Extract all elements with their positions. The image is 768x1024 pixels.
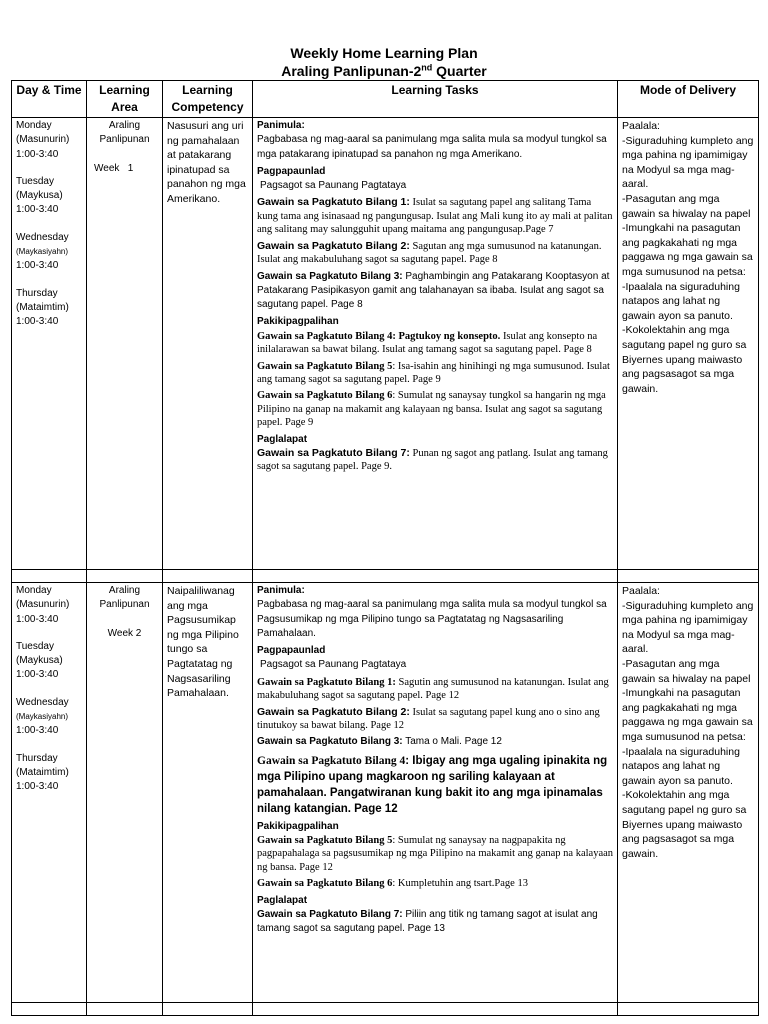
table-header-row [12,81,759,118]
empty-cell [253,570,618,583]
learning-area-cell [87,118,163,570]
task-label: Gawain sa Pagkatuto Bilang 2: [257,239,410,252]
task-text: Isulat ang konsepto na inilalarawan sa bawat bilang. Isulat ang tamang sagot sa sagutang papel. Page 8 [257,330,598,356]
task-subtitle: : Pagtukoy ng konsepto. [392,330,501,342]
time-label: 1:00-3:40 [16,613,59,625]
mode-line: -Siguraduhing kumpleto ang mga pahina ng ipamimigay na Modyul sa mga mag-aaral. [622,599,754,656]
task-label: Gawain sa Pagkatuto Bilang 3: [257,270,403,282]
mode-line: Paalala: [622,120,660,132]
section-heading-pakikipagpalihan: Pakikipagpalihan [257,316,339,328]
task-item [257,877,613,890]
table-row-week-1 [12,118,759,570]
task-text: Paghambingin ang Patakarang Kooptasyon at Patakarang Pasipikasyon gamit ang talahanayan sa ibaba. Isulat ang sagot sa sagutang papel. Page 8 [257,270,610,311]
task-label: Gawain sa Pagkatuto Bilang 7: [257,908,403,920]
learning-area-cell [87,583,163,1003]
task-text: : Sumulat ng sanaysay na nagpapakita ng pagpapahalaga sa pagsusumikap ng mga Pilipino na makamit ang ganap na kalayaan ng bansa. Page 12 [257,835,614,873]
time-label: 1:00-3:40 [16,260,59,272]
column-header-learning-area: Learning Area [87,81,163,118]
task-item [257,270,613,313]
task-text: : Sumulat ng sanaysay tungkol sa hangarin ng mga Pilipino na ganap na makamit ang kalayaan ng bansa. Isulat ang sagot sa sagutang papel. Page 9 [257,390,606,429]
pagsagot-text: Pagsagot sa Paunang Pagtataya [260,180,407,192]
day-name: (Masunurin) [16,134,70,146]
task-item [257,240,613,267]
subtitle-main: Araling Panlipunan-2 [281,63,422,79]
day-name: (Mataimtim) [16,766,69,778]
task-item [257,447,613,474]
task-text: Sagutan ang mga sumusunod na katanungan. Isulat ang makabuluhang sagot sa sagutang papel. Page 8 [257,240,602,266]
table-spacer-row [12,570,759,583]
table-spacer-row [12,1003,759,1016]
section-heading-pagpapaunlad: Pagpapaunlad [257,165,326,177]
day-label: Monday [16,585,52,596]
time-label: 1:00-3:40 [16,316,59,328]
panimula-text: Pagbabasa ng mag-aaral sa panimulang mga salita mula sa modyul tungkol sa Pagsusumikap ng mga Pilipino tungo sa Pagtatatag ng Nagsasariling Pamahalaan. [257,599,607,639]
day-label: Tuesday [16,640,54,652]
time-label: 1:00-3:40 [16,148,59,160]
mode-line: -Pasagutan ang mga gawain sa hiwalay na papel [622,192,751,220]
mode-line: -Imungkahi na pasagutan ang pagkakahati ng mga paggawa ng mga gawain sa mga sumusunod na petsa: [622,222,753,278]
empty-cell [163,1003,253,1016]
task-text: : Ibigay ang mga ugaling ipinakita ng mga Pilipino upang magkaroon ng sariling kalayaan at pamahalaan. Pangatwiranan kung bakit ito ang mga ipinamalas nilang katangian. Page 12 [257,754,608,815]
pagsagot-text: Pagsagot sa Paunang Pagtataya [260,659,407,671]
task-item [257,360,613,387]
task-text: Piliin ang titik ng tamang sagot at isulat ang tamang sagot sa sagutang papel. Page 13 [257,908,598,935]
empty-cell [618,570,759,583]
task-label: Gawain sa Pagkatuto Bilang 2: [257,705,410,718]
mode-line: -Pasagutan ang mga gawain sa hiwalay na papel [622,657,751,685]
task-text: Isulat sa sagutang papel ang salitang Tama kung tama ang isinasaad ng pangungusap. Isulat ang Mali kung ito ay mali at palitan ang salitang may salungguhit upang maitama ang pangungusap.Page 7 [257,197,613,236]
empty-cell [12,570,87,583]
task-item [257,834,613,874]
learning-competency-cell [163,583,253,1003]
day-label: Wednesday [16,231,69,243]
learning-area-label: Araling Panlipunan [99,585,150,611]
column-header-mode-of-delivery: Mode of Delivery [618,81,759,118]
day-name: (Masunurin) [16,599,70,611]
task-item [257,330,613,357]
empty-cell [163,570,253,583]
section-heading-panimula: Panimula: [257,585,305,596]
task-item [257,196,613,236]
mode-line: -Ipaalala na siguraduhing natapos ang lahat ng gawain ayon sa panuto. [622,745,740,787]
task-label: Gawain sa Pagkatuto Bilang 3: [257,736,403,748]
mode-line: -Siguraduhing kumpleto ang mga pahina ng ipamimigay na Modyul sa mga mag-aaral. [622,134,754,191]
task-label: Gawain sa Pagkatuto Bilang 5 [257,360,393,372]
learning-plan-table [11,80,759,1016]
day-label: Thursday [16,287,58,299]
empty-cell [253,1003,618,1016]
task-item [257,706,613,733]
task-item [257,676,613,703]
day-time-cell [12,118,87,570]
task-text: Tama o Mali. Page 12 [402,736,502,748]
week-label: Week 1 [94,162,134,174]
task-item [257,753,613,817]
day-name: (Maykusa) [16,190,63,202]
section-heading-pakikipagpalihan: Pakikipagpalihan [257,820,339,832]
task-label: Gawain sa Pagkatuto Bilang 4 [257,754,406,767]
section-heading-pagpapaunlad: Pagpapaunlad [257,645,326,657]
empty-cell [618,1003,759,1016]
day-time-cell [12,583,87,1003]
learning-competency-cell [163,118,253,570]
page-subtitle [0,63,768,80]
task-label: Gawain sa Pagkatuto Bilang 1: [257,196,410,209]
empty-cell [87,570,163,583]
day-name: (Mataimtim) [16,301,69,313]
subtitle-superscript: nd [421,62,433,73]
day-label: Wednesday [16,696,69,708]
mode-of-delivery-cell [618,118,759,570]
task-text: Punan ng sagot ang patlang. Isulat ang tamang sagot sa sagutang papel. Page 9. [257,447,608,473]
task-label: Gawain sa Pagkatuto Bilang 1: [257,676,396,688]
subtitle-quarter: Quarter [432,63,487,79]
mode-line: -Ipaalala na siguraduhing natapos ang lahat ng gawain ayon sa panuto. [622,280,740,322]
column-header-learning-tasks: Learning Tasks [253,81,618,118]
time-label: 1:00-3:40 [16,781,59,793]
mode-line: Paalala: [622,585,660,597]
task-text: Isulat sa sagutang papel kung ano o sino ang tinutukoy sa bawat bilang. Page 12 [257,706,600,731]
competency-text: Naipaliliwanag ang mga Pagsusumikap ng mga Pilipino tungo sa Pagtatatag ng Nagsasariling Pamahalaan. [167,585,239,700]
day-label: Tuesday [16,175,54,187]
competency-text: Nasusuri ang uri ng pamahalaan at patakarang ipinatupad sa panahon ng mga Amerikano. [167,120,246,205]
task-text: Sagutin ang sumusunod na katanungan. Isulat ang makabuluhang sagot sa sagutang papel. Page 12 [257,676,609,702]
task-label: Gawain sa Pagkatuto Bilang 5 [257,835,393,846]
empty-cell [87,1003,163,1016]
table-row-week-2 [12,583,759,1003]
mode-line: -Kokolektahin ang mga sagutang papel ng guro sa Biyernes upang maiwasto ang pagsasagot sa mga gawain. [622,789,747,860]
task-text: : Isa-isahin ang hinihingi ng mga sumusunod. Isulat ang tamang sagot sa sagutang papel. Page 9 [257,360,610,385]
time-label: 1:00-3:40 [16,204,59,216]
week-label: Week 2 [107,627,142,639]
learning-area-label: Araling Panlipunan [99,120,150,146]
empty-cell [12,1003,87,1016]
mode-line: -Kokolektahin ang mga sagutang papel ng guro sa Biyernes upang maiwasto ang pagsasagot sa mga gawain. [622,324,747,395]
time-label: 1:00-3:40 [16,669,59,681]
column-header-learning-competency: Learning Competency [163,81,253,118]
column-header-day-time: Day & Time [12,81,87,118]
day-name: (Maykasiyahn) [16,712,69,722]
task-label: Gawain sa Pagkatuto Bilang 6 [257,878,393,890]
learning-tasks-cell [253,118,618,570]
day-label: Thursday [16,752,58,764]
panimula-text: Pagbabasa ng mag-aaral sa panimulang mga salita mula sa modyul tungkol sa mga patakarang ipinatupad sa panahon ng mga Amerikano. [257,134,607,160]
task-label: Gawain sa Pagkatuto Bilang 6 [257,390,393,402]
page-title: Weekly Home Learning Plan [290,45,478,61]
day-label: Monday [16,120,52,131]
section-heading-paglalapat: Paglalapat [257,433,308,445]
day-name: (Maykasiyahn) [16,247,69,257]
mode-of-delivery-cell [618,583,759,1003]
task-label: Gawain sa Pagkatuto Bilang 4 [257,330,393,342]
task-item [257,389,613,429]
task-label: Gawain sa Pagkatuto Bilang 7: [257,446,410,459]
learning-tasks-cell [253,583,618,1003]
time-label: 1:00-3:40 [16,725,59,737]
mode-line: -Imungkahi na pasagutan ang pagkakahati ng mga paggawa ng mga gawain sa mga sumusunod na petsa: [622,687,753,743]
task-item [257,908,613,937]
section-heading-panimula: Panimula: [257,120,305,131]
task-item [257,735,613,749]
task-text: : Kumpletuhin ang tsart.Page 13 [392,878,528,890]
day-name: (Maykusa) [16,655,63,667]
section-heading-paglalapat: Paglalapat [257,894,308,906]
